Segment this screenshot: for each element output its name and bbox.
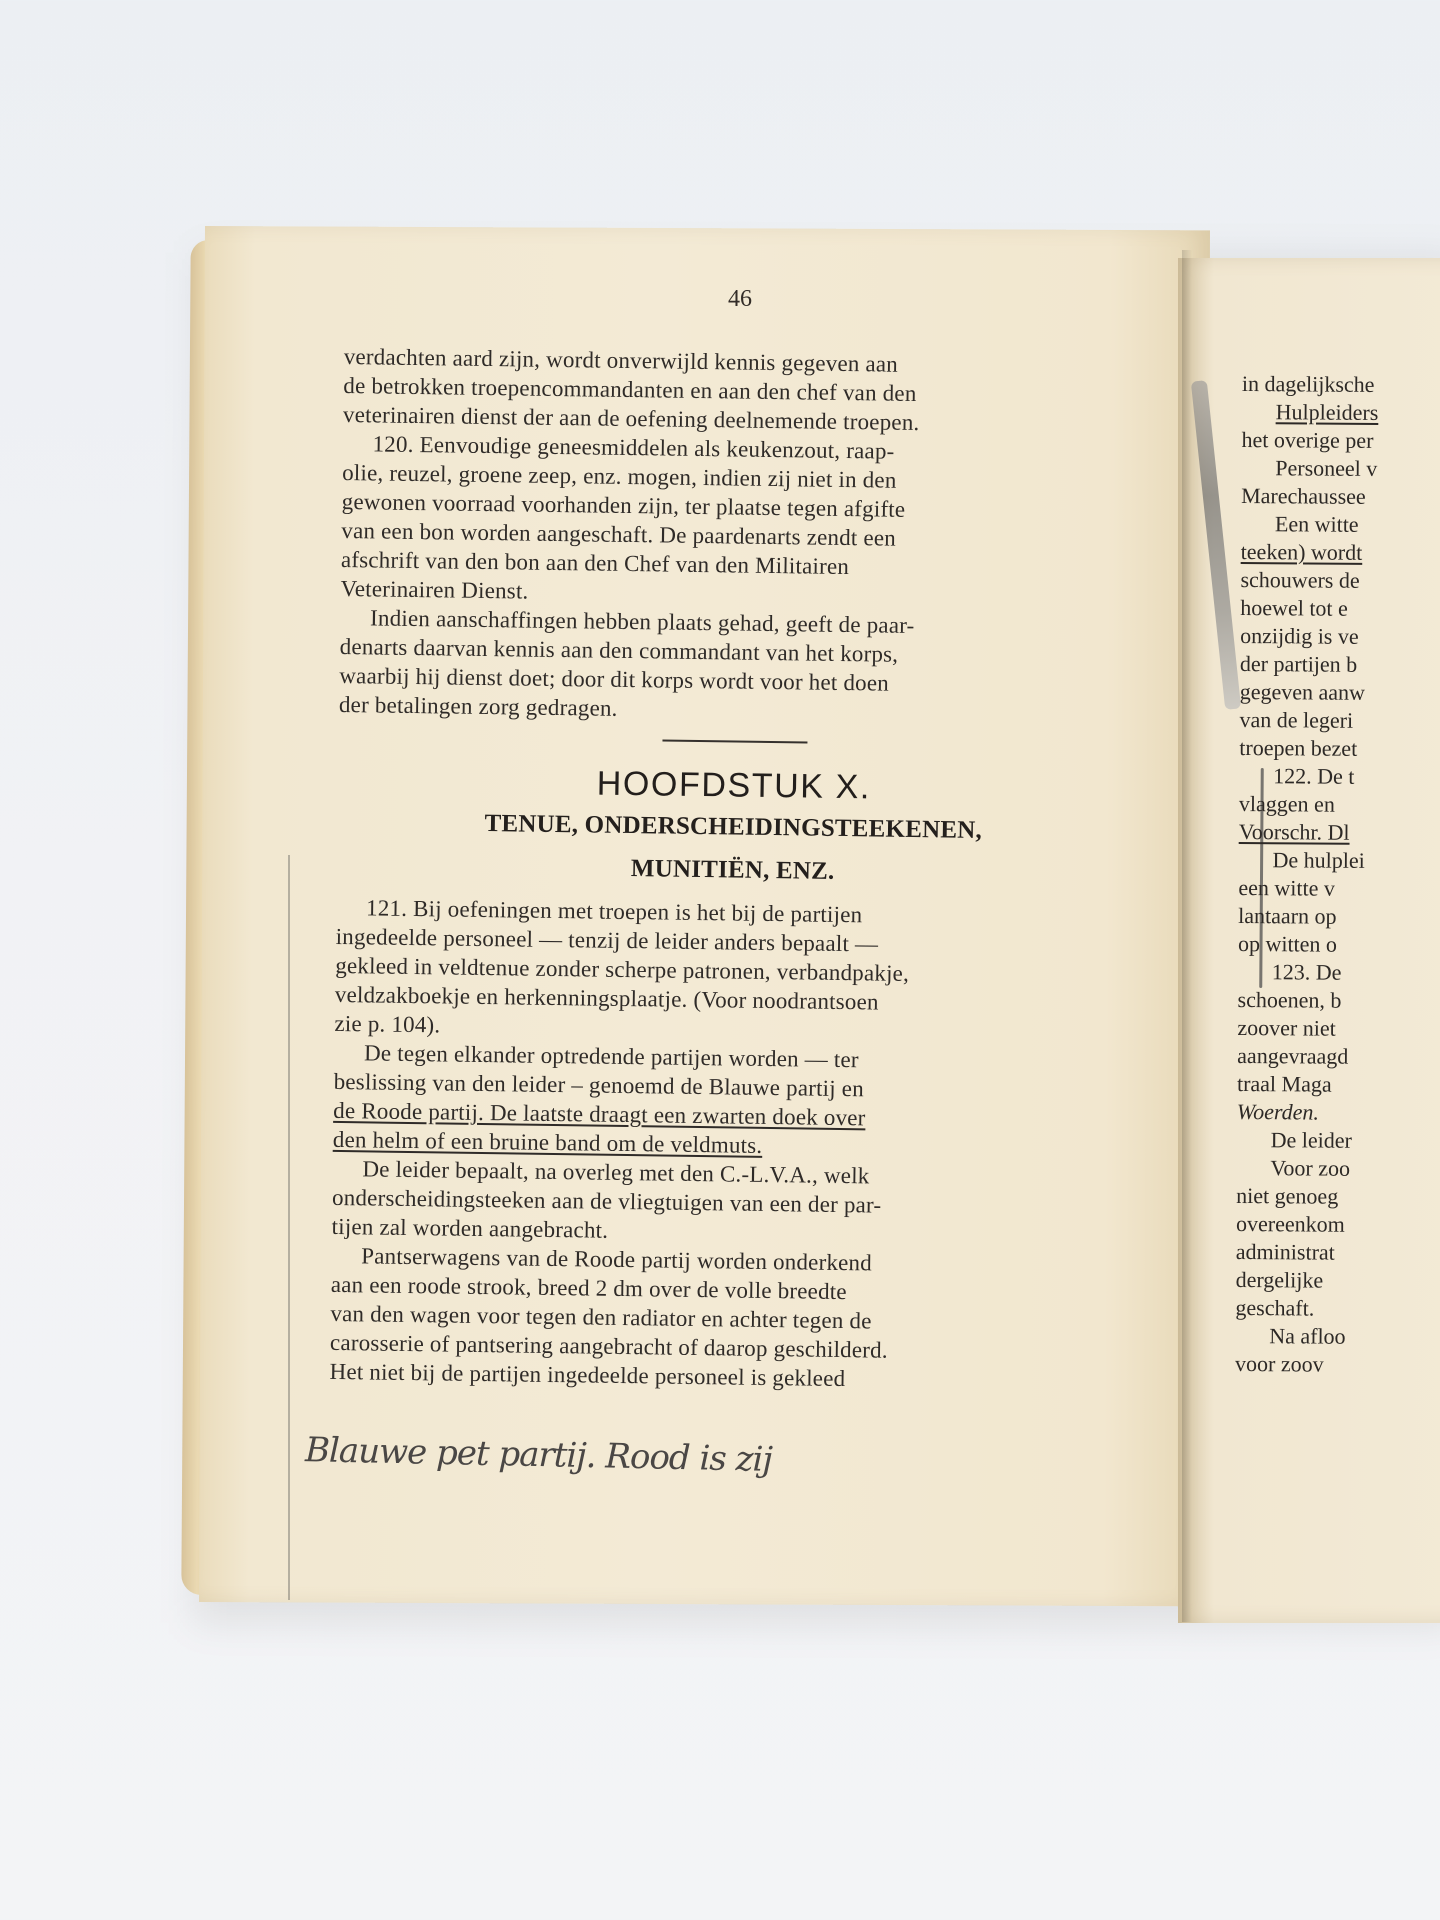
text-line: gekleed in veldtenue zonder scherpe patronen, verbandpakje,: [335, 952, 910, 986]
section-divider: [662, 739, 807, 743]
text-line: waarbij hij dienst doet; door dit korps wordt voor het doen: [339, 662, 890, 696]
right-line: Personeel v: [1275, 455, 1378, 481]
right-line: traal Maga: [1236, 1070, 1332, 1097]
right-line: dergelijke: [1235, 1266, 1324, 1293]
text-line: ingedeelde personeel — tenzij de leider anders bepaalt —: [335, 923, 879, 957]
text-line: van een bon worden aangeschaft. De paardenarts zendt een: [341, 517, 897, 551]
section-121-heading-line: 121. Bij oefeningen met troepen is het bij de partijen: [365, 895, 863, 928]
text-line: gewonen voorraad voorhanden zijn, ter plaatse tegen afgifte: [341, 488, 906, 522]
text-line: der betalingen zorg gedragen.: [338, 691, 618, 721]
text-line: afschrift van den bon aan den Chef van den Militairen: [340, 546, 850, 580]
right-line: in dagelijksche: [1241, 370, 1375, 397]
right-line: overeenkom: [1235, 1210, 1345, 1237]
right-line: Woerden.: [1236, 1098, 1320, 1125]
right-line: onzijdig is ve: [1240, 622, 1359, 649]
right-page-text: [1235, 370, 1440, 1379]
section-120-heading-line: 120. Eenvoudige geneesmiddelen als keukenzout, raap-: [372, 431, 895, 464]
right-line: voor zoov: [1234, 1350, 1324, 1377]
right-line: op witten o: [1237, 930, 1338, 957]
right-line: troepen bezet: [1239, 734, 1358, 761]
right-line: Een witte: [1274, 511, 1359, 537]
text-line: olie, reuzel, groene zeep, enz. mogen, indien zij niet in den: [342, 459, 897, 493]
text-line: Veterinairen Dienst.: [340, 575, 529, 604]
text-line: de betrokken troepencommandanten en aan den chef van den: [343, 372, 917, 406]
right-line: Voorschr. Dl: [1238, 818, 1350, 845]
right-line: niet genoeg: [1236, 1182, 1339, 1209]
text-line: van den wagen voor tegen den radiator en achter tegen de: [330, 1300, 872, 1334]
text-line: aan een roode strook, breed 2 dm over de volle breedte: [330, 1271, 847, 1305]
chapter-subtitle-line-1: TENUE, ONDERSCHEIDINGSTEEKENEN,: [484, 810, 983, 844]
text-line: carosserie of pantsering aangebracht of daarop geschilderd.: [329, 1329, 888, 1363]
text-line: De leider bepaalt, na overleg met den C.-L.V.A., welk: [362, 1156, 870, 1189]
left-margin-ink-line: [288, 855, 290, 1600]
right-line: Hulpleiders: [1275, 399, 1379, 425]
right-line: Voor zoo: [1270, 1155, 1351, 1181]
text-line: Het niet bij de partijen ingedeelde personeel is gekleed: [329, 1358, 846, 1392]
right-line: hoewel tot e: [1240, 594, 1348, 621]
text-line: verdachten aard zijn, wordt onverwijld kennis gegeven aan: [343, 343, 899, 377]
right-line: geschaft.: [1235, 1294, 1315, 1321]
right-line: een witte v: [1238, 874, 1336, 901]
handwritten-note: Blauwe pet partij. Rood is zij: [304, 1430, 773, 1480]
right-line: 123. De: [1271, 959, 1342, 985]
right-line: vlaggen en: [1238, 790, 1335, 817]
page-number: 46: [728, 286, 752, 312]
right-line: het overige per: [1241, 426, 1374, 453]
text-line: De tegen elkander optredende partijen worden — ter: [363, 1040, 859, 1073]
text-line: denarts daarvan kennis aan den commandant van het korps,: [339, 633, 899, 667]
right-line: aangevraagd: [1237, 1042, 1349, 1069]
right-line: De leider: [1270, 1127, 1352, 1153]
text-line: tijen zal worden aangebracht.: [331, 1213, 609, 1243]
book-spine-gap: [1182, 250, 1192, 1622]
chapter-title: HOOFDSTUK X.: [596, 764, 872, 807]
right-line: gegeven aanw: [1239, 678, 1366, 705]
right-line: schouwers de: [1240, 566, 1360, 593]
underlined-text-line: de Roode partij. De laatste draagt een zwarten doek over: [333, 1097, 866, 1131]
right-line: der partijen b: [1239, 650, 1358, 677]
right-line: Marechaussee: [1241, 482, 1366, 509]
text-line: veldzakboekje en herkenningsplaatje. (Voor noodrantsoen: [334, 981, 879, 1015]
right-line: schoenen, b: [1237, 986, 1342, 1013]
text-line: veterinairen dienst der aan de oefening deelnemende troepen.: [342, 401, 920, 436]
chapter-subtitle-line-2: MUNITIËN, ENZ.: [630, 855, 835, 885]
right-line: administrat: [1235, 1238, 1335, 1265]
text-line: zie p. 104).: [334, 1010, 441, 1038]
text-line: Indien aanschaffingen hebben plaats gehad, geeft de paar-: [369, 605, 915, 638]
text-line: Pantserwagens van de Roode partij worden onderkend: [361, 1243, 873, 1276]
underlined-text-line: den helm of een bruine band om de veldmuts.: [332, 1126, 763, 1158]
right-line: Na afloo: [1269, 1323, 1346, 1349]
right-line: zoover niet: [1237, 1014, 1336, 1041]
text-line: beslissing van den leider – genoemd de Blauwe partij en: [333, 1068, 865, 1102]
right-line: 122. De t: [1273, 763, 1355, 789]
text-line: onderscheidingsteeken aan de vliegtuigen van een der par-: [331, 1184, 882, 1218]
right-line: lantaarn op: [1238, 902, 1337, 929]
left-page-text: [329, 342, 1135, 1397]
right-line: De hulplei: [1272, 847, 1365, 873]
right-line: teeken) wordt: [1240, 538, 1363, 565]
right-line: van de legeri: [1239, 706, 1354, 733]
